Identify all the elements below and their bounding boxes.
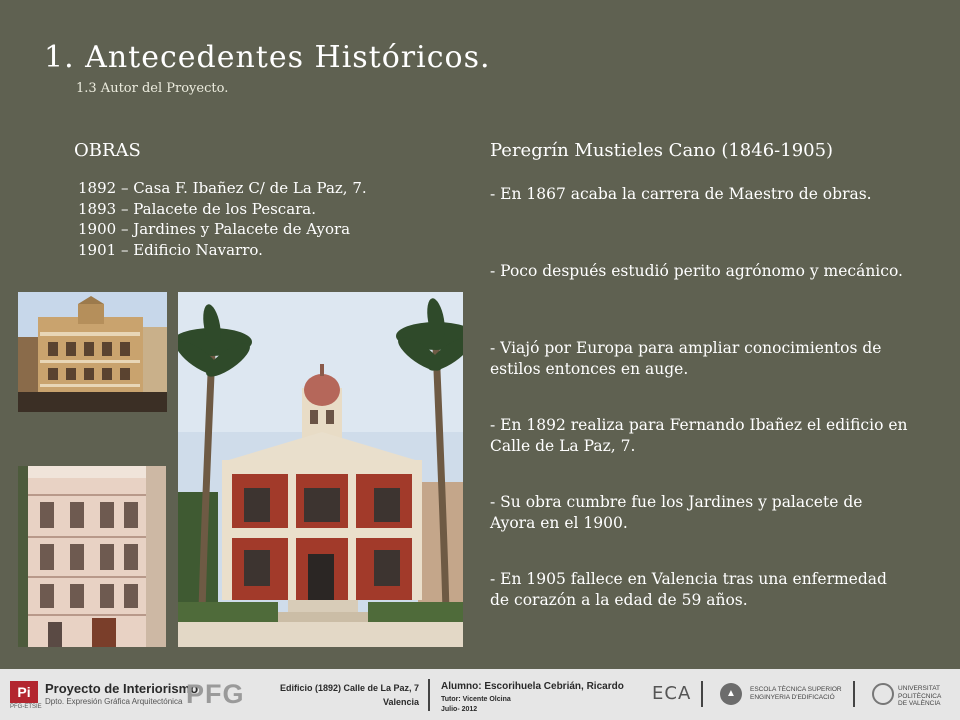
- pfg-logo: PFG: [186, 679, 245, 709]
- bio-list: [490, 184, 910, 646]
- project-city: Valencia: [383, 697, 420, 707]
- upv-line: DE VALÈNCIA: [898, 700, 941, 707]
- obras-heading: OBRAS: [74, 140, 141, 161]
- obras-item: 1892 – Casa F. Ibañez C/ de La Paz, 7.: [78, 179, 367, 197]
- footer-divider: [701, 681, 703, 707]
- escuela-logo-icon: ▲: [720, 683, 742, 705]
- footer-divider: [853, 681, 855, 707]
- obras-item: 1893 – Palacete de los Pescara.: [78, 199, 317, 218]
- escuela-line: ENGINYERIA D'EDIFICACIÓ: [750, 694, 835, 701]
- palacete-ayora-photo: [178, 292, 463, 647]
- obras-list: [78, 178, 367, 260]
- project-name: Proyecto de Interiorismo: [45, 681, 199, 696]
- pi-tag: PFG-ETSIE: [10, 704, 42, 710]
- pi-logo: Pi: [10, 681, 38, 703]
- bio-item: - Su obra cumbre fue los Jardines y palacete de Ayora en el 1900.: [490, 493, 863, 532]
- upv-logo-icon: [872, 683, 894, 705]
- escuela-name: [750, 686, 842, 702]
- bio-item: - Viajó por Europa para ampliar conocimientos de estilos entonces en auge.: [490, 339, 882, 378]
- upv-line: POLITÈCNICA: [898, 692, 942, 700]
- bio-heading: Peregrín Mustieles Cano (1846-1905): [490, 140, 834, 161]
- slide-title: 1. Antecedentes Históricos.: [44, 40, 491, 75]
- project-date: Julio- 2012: [441, 706, 478, 713]
- upv-name: [898, 685, 941, 708]
- obras-item: 1901 – Edificio Navarro.: [78, 240, 263, 259]
- slide-subtitle: 1.3 Autor del Proyecto.: [76, 81, 229, 96]
- project-department: Dpto. Expresión Gráfica Arquitectónica: [45, 697, 183, 706]
- escuela-line: ESCOLA TÈCNICA SUPERIOR: [750, 686, 842, 693]
- tutor-name: Tutor: Vicente Olcina: [441, 696, 511, 703]
- eca-logo: ECA: [652, 683, 692, 704]
- footer-divider: [428, 679, 430, 711]
- bio-item: - Poco después estudió perito agrónomo y mecánico.: [490, 262, 903, 280]
- student-name: Alumno: Escorihuela Cebrián, Ricardo: [441, 681, 624, 692]
- obras-item: 1900 – Jardines y Palacete de Ayora: [78, 220, 351, 238]
- bio-item: - En 1905 fallece en Valencia tras una enfermedad de corazón a la edad de 59 años.: [490, 570, 887, 609]
- upv-line: UNIVERSITAT: [898, 685, 941, 692]
- bio-item: - En 1892 realiza para Fernando Ibañez el edificio en Calle de La Paz, 7.: [490, 416, 908, 455]
- casa-ibanez-photo: [18, 292, 167, 412]
- edificio-navarro-photo: [18, 466, 166, 647]
- project-title: Edificio (1892) Calle de La Paz, 7: [280, 683, 420, 693]
- bio-item: - En 1867 acaba la carrera de Maestro de obras.: [490, 185, 872, 203]
- footer-bar: [0, 669, 960, 720]
